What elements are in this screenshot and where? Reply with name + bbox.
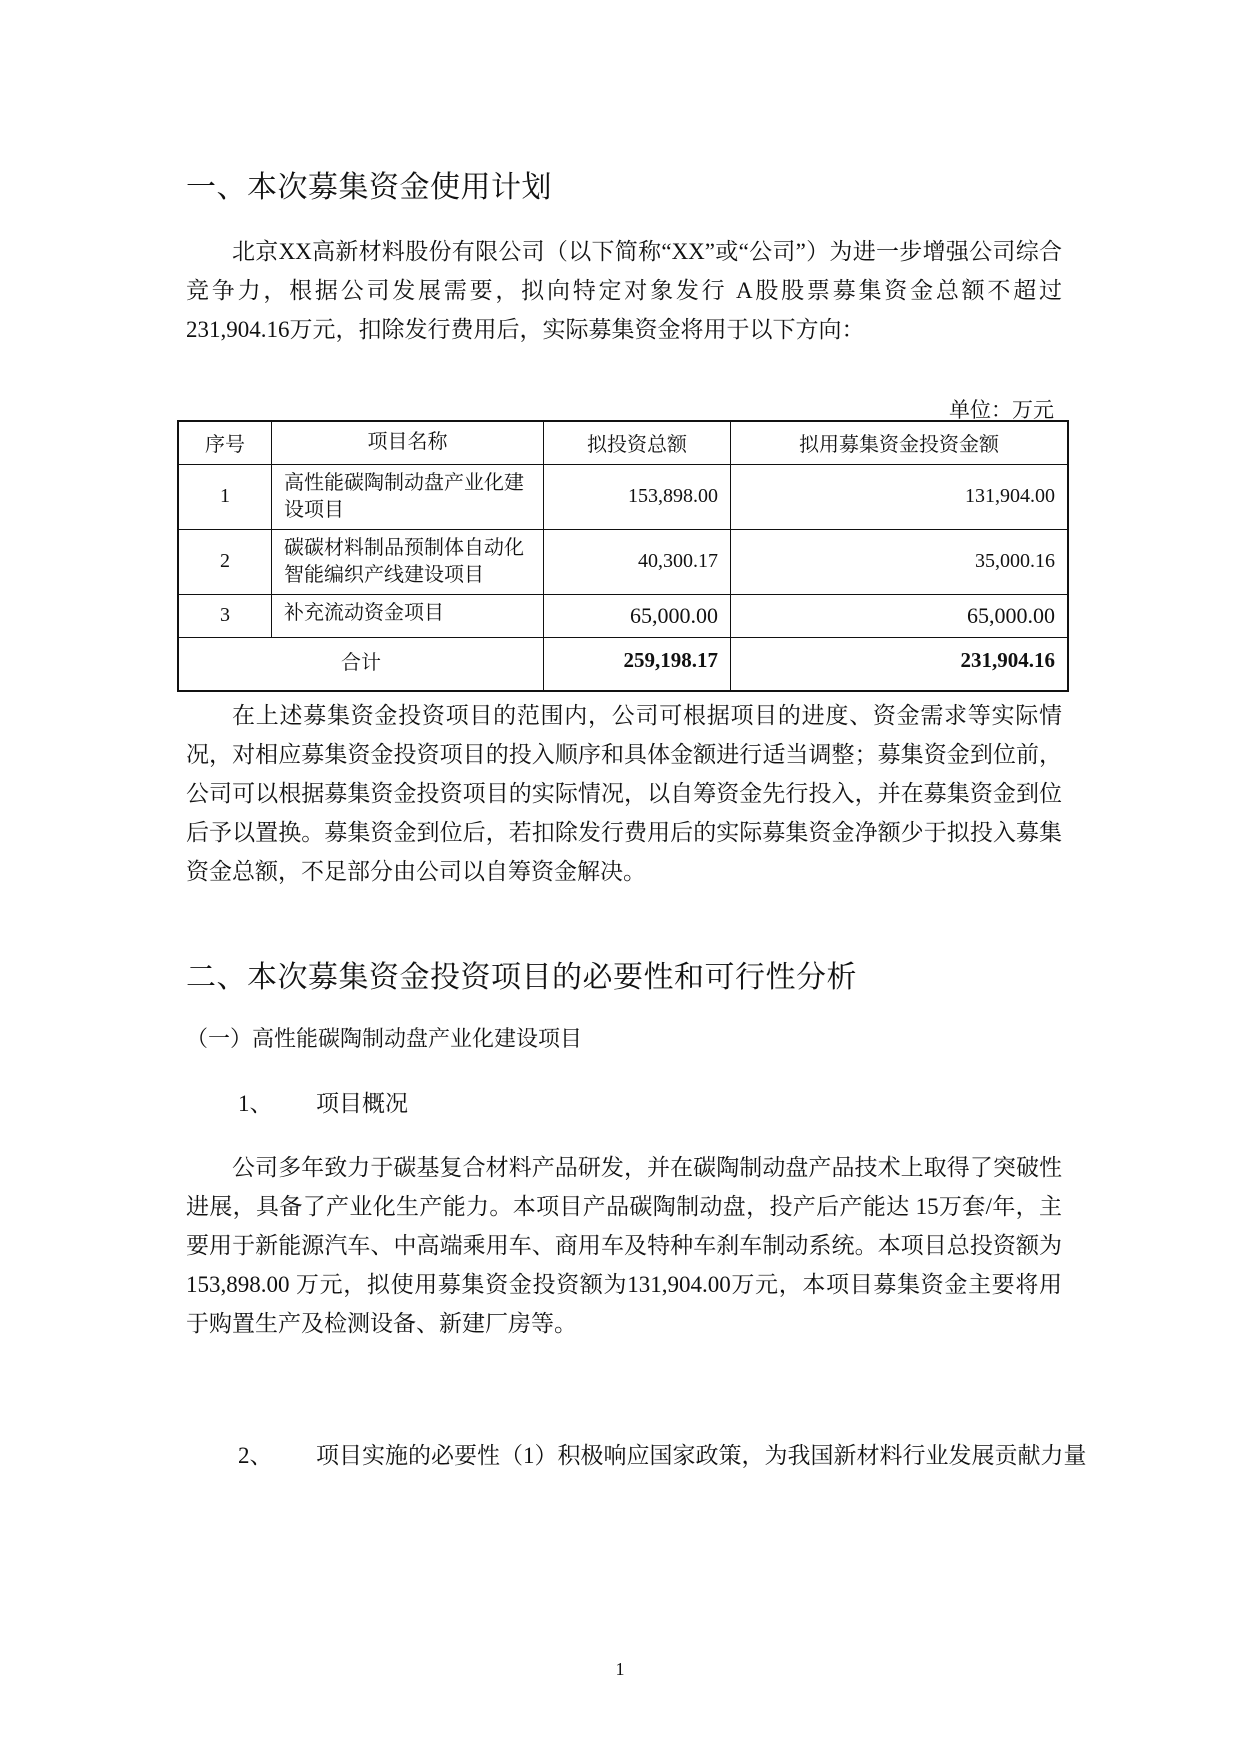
table-row: [178, 529, 1068, 594]
row-3-no: 3: [178, 594, 272, 637]
section2-heading: 二、本次募集资金投资项目的必要性和可行性分析: [186, 960, 857, 995]
section1-intro-paragraph: 北京XX高新材料股份有限公司（以下简称“XX”或“公司”）为进一步增强公司综合竞争力，根据公司发展需要，拟向特定对象发行 A股股票募集资金总额不超过 231,904.16万元，扣除发行费用后，实际募集资金将用于以下方向：: [186, 239, 1062, 342]
table-row: [178, 464, 1068, 529]
table-header-row: [178, 421, 1068, 464]
item-1-title: 项目概况: [316, 1091, 408, 1116]
header-cell-no: 序号: [178, 421, 272, 464]
fund-allocation-table: [177, 420, 1069, 692]
total-investment: 259,198.17: [544, 637, 731, 691]
section1-adjustment-paragraph: 在上述募集资金投资项目的范围内，公司可根据项目的进度、资金需求等实际情况，对相应募集资金投资项目的投入顺序和具体金额进行适当调整；募集资金到位前，公司可以根据募集资金投资项目的实际情况，以自筹资金先行投入，并在募集资金到位后予以置换。募集资金到位后，若扣除发行费用后的实际募集资金净额少于拟投入募集资金总额，不足部分由公司以自筹资金解决。: [186, 703, 1062, 884]
row-1-total: 153,898.00: [544, 464, 731, 529]
row-1-raised: 131,904.00: [731, 464, 1068, 529]
section1-heading: 一、本次募集资金使用计划: [186, 170, 552, 205]
row-1-name: 高性能碳陶制动盘产业化建设项目: [272, 464, 544, 529]
row-3-total: 65,000.00: [544, 594, 731, 637]
item-2-title: 项目实施的必要性（1）积极响应国家政策，为我国新材料行业发展贡献力量: [316, 1443, 1087, 1468]
header-cell-name: 项目名称: [272, 421, 544, 464]
header-cell-total: 拟投资总额: [544, 421, 731, 464]
row-1-no: 1: [178, 464, 272, 529]
subsection-title: （一）高性能碳陶制动盘产业化建设项目: [186, 1026, 583, 1051]
row-2-name: 碳碳材料制品预制体自动化智能编织产线建设项目: [272, 529, 544, 594]
item-1-body-paragraph: 公司多年致力于碳基复合材料产品研发，并在碳陶制动盘产品技术上取得了突破性进展，具备了产业化生产能力。本项目产品碳陶制动盘，投产后产能达 15万套/年，主要用于新能源汽车、中高端乘用车、商用车及特种车刹车制动系统。本项目总投资额为 153,898.00 万元，拟使用募集资金投资额为131,904.00万元，本项目募集资金主要将用于购置生产及检测设备、新建厂房等。: [186, 1155, 1062, 1336]
total-raised: 231,904.16: [731, 637, 1068, 691]
total-label: 合计: [178, 637, 544, 691]
item-2-number: 2、: [238, 1443, 273, 1468]
page-number: 1: [615, 1659, 625, 1679]
row-2-no: 2: [178, 529, 272, 594]
item-2-heading: [238, 1438, 1146, 1474]
table-unit-label: 单位：万元: [949, 398, 1054, 422]
header-cell-raised: 拟用募集资金投资金额: [731, 421, 1068, 464]
row-2-total: 40,300.17: [544, 529, 731, 594]
row-3-name: 补充流动资金项目: [272, 594, 544, 637]
table-total-row: [178, 637, 1068, 691]
row-3-raised: 65,000.00: [731, 594, 1068, 637]
item-1-heading: [238, 1086, 408, 1122]
row-2-raised: 35,000.16: [731, 529, 1068, 594]
table-row: [178, 594, 1068, 637]
item-1-number: 1、: [238, 1091, 273, 1116]
